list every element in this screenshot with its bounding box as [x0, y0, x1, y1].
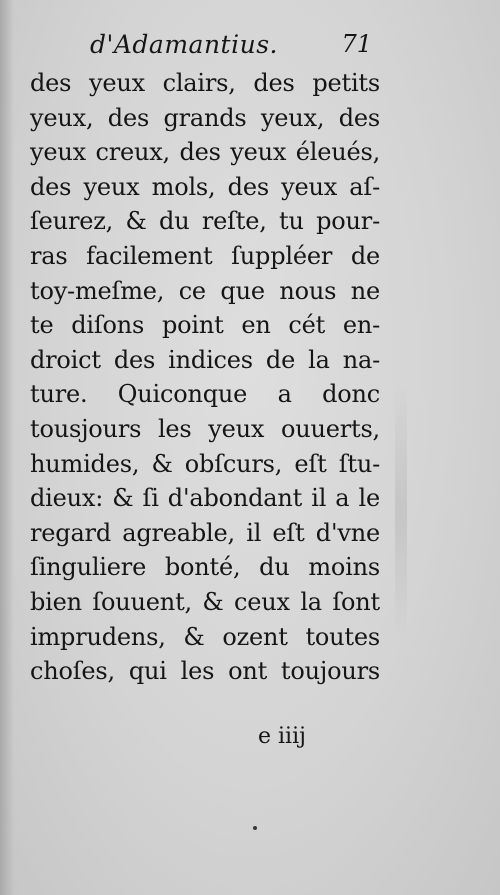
text-line: droict des indices de la na-	[30, 345, 380, 374]
text-line: te diſons point en cét en-	[30, 311, 380, 340]
page-header	[90, 26, 380, 66]
text-line: choſes, qui les ont toujours	[30, 657, 380, 686]
body-text	[30, 66, 380, 689]
running-head: d'Adamantius.	[90, 30, 278, 59]
text-line: dieux: & ſi d'abondant il a le	[30, 484, 380, 513]
text-line: tousjours les yeux ouuerts,	[30, 414, 380, 443]
page-number: 71	[341, 30, 372, 58]
text-line: des yeux clairs, des petits	[30, 69, 380, 97]
text-line: yeux creux, des yeux éleués,	[30, 138, 380, 167]
text-line: regard agreable, il eſt d'vne	[30, 518, 380, 547]
text-line: ſeurez, & du reſte, tu pour-	[30, 207, 380, 236]
show-through-ink	[395, 380, 407, 640]
text-line: humides, & obſcurs, eſt ſtu-	[30, 449, 380, 478]
text-line: toy-meſme, ce que nous ne	[30, 276, 380, 305]
text-line: ſinguliere bonté, du moins	[30, 553, 380, 582]
ink-speck	[253, 826, 257, 830]
text-line: imprudens, & ozent toutes	[30, 622, 380, 651]
text-line: des yeux mols, des yeux aſ-	[30, 172, 380, 201]
text-line: bien ſouuent, & ceux la ſont	[30, 587, 380, 616]
spine-shadow	[0, 0, 14, 895]
text-line: ras facilement ſuppléer de	[30, 241, 380, 270]
signature-mark: e iiij	[258, 724, 306, 749]
text-line: ture. Quiconque a donc	[30, 380, 380, 409]
text-line: yeux, des grands yeux, des	[30, 103, 380, 132]
